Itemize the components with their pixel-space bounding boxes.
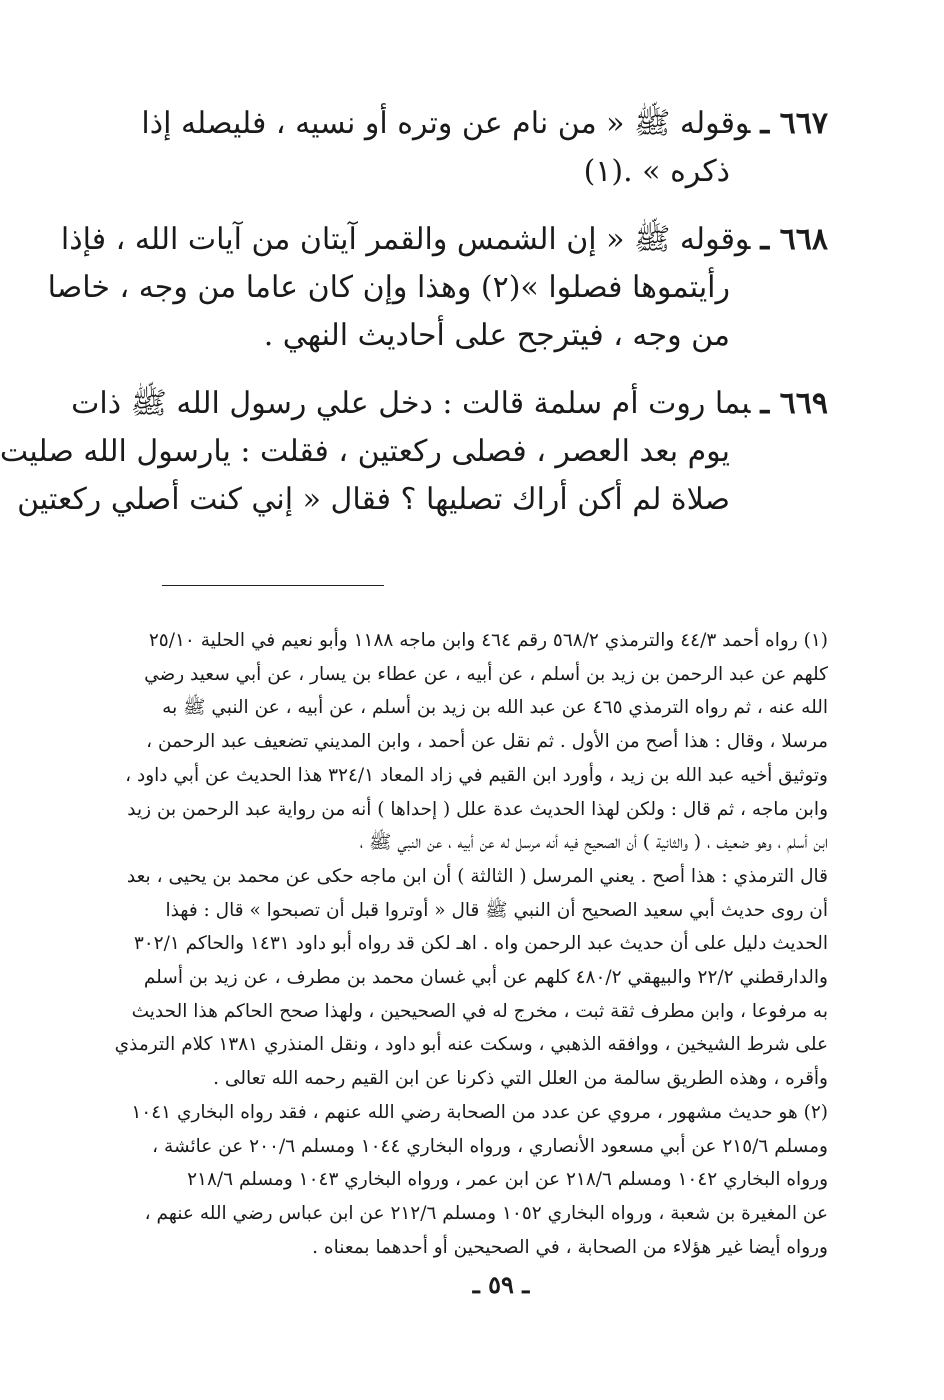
footnote-line: ورواه البخاري ١٠٤٢ ومسلم ٢١٨/٦ عن ابن عمر ، ورواه البخاري ١٠٤٣ ومسلم ٢١٨/٦: [187, 1169, 828, 1191]
footnote-line: الحديث دليل على أن حديث عبد الرحمن واه . اهـ لكن قد رواه أبو داود ١٤٣١ والحاكم ٣٠٢/١: [133, 933, 828, 955]
footnote-line: (٢) هو حديث مشهور ، مروي عن عدد من الصحابة رضي الله عنهم ، فقد رواه البخاري ١٠٤١: [131, 1101, 828, 1123]
paragraph-line: من وجه ، فيترجح على أحاديث النهي .: [263, 318, 730, 353]
paragraph-number: ٦٦٩ ـ: [760, 386, 828, 421]
paragraph-line: يوم بعد العصر ، فصلى ركعتين ، فقلت : يارسول الله صليت: [0, 434, 730, 469]
footnote-line: والدارقطني ٢٢/٢ والبيهقي ٤٨٠/٢ كلهم عن أبي غسان محمد بن مطرف ، عن زيد بن أسلم: [143, 967, 828, 989]
footnote-divider: [162, 585, 384, 586]
page-number: ـ ٥٩ ـ: [472, 1270, 530, 1299]
paragraph-line: ذكره » .(١): [583, 154, 730, 189]
footnote-line: الله عنه ، ثم رواه الترمذي ٤٦٥ عن عبد الله بن زيد بن أسلم ، عن أبيه ، عن النبي ﷺ به: [162, 697, 828, 719]
footnote-line: به مرفوعا ، وابن مطرف ثقة ثبت ، مخرج له في الصحيحين ، ولهذا صحح الحاكم هذا الحديث: [131, 1000, 828, 1022]
footnote-line: كلهم عن عبد الرحمن بن زيد بن أسلم ، عن أبيه ، عن عطاء بن يسار ، عن أبي سعيد رضي: [144, 663, 828, 685]
paragraph-number: ٦٦٨ ـ: [760, 222, 828, 257]
paragraph-line: [71, 380, 828, 428]
paragraph-text: وقوله ﷺ « إن الشمس والقمر آيتان من آيات الله ، فإذا: [60, 222, 751, 257]
footnote-line: (١) رواه أحمد ٤٤/٣ والترمذي ٥٦٨/٢ رقم ٤٦٤ وابن ماجه ١١٨٨ وأبو نعيم في الحلية ٢٥/١٠: [148, 630, 828, 651]
numbered-paragraph-667: [141, 100, 828, 196]
paragraph-line: رأيتموها فصلوا »(٢) وهذا وإن كان عاما من وجه ، خاصا: [47, 270, 730, 305]
footnote-line: ومسلم ٢١٥/٦ عن أبي مسعود الأنصاري ، ورواه البخاري ١٠٤٤ ومسلم ٢٠٠/٦ عن عائشة ،: [152, 1135, 828, 1157]
footnote-line: مرسلا ، وقال : هذا أصح من الأول . ثم نقل عن أحمد ، وابن المديني تضعيف عبد الرحمن ،: [146, 731, 828, 753]
paragraph-line: [60, 216, 828, 264]
footnote-line: عن المغيرة بن شعبة ، ورواه البخاري ١٠٥٢ ومسلم ٢١٢/٦ عن ابن عباس رضي الله عنهم ،: [144, 1202, 828, 1224]
footnote-line: وأقره ، وهذه الطريق سالمة من العلل التي ذكرنا عن ابن القيم رحمه الله تعالى .: [213, 1068, 828, 1090]
footnote-line: ورواه أيضا غير هؤلاء من الصحابة ، في الصحيحين أو أحدهما بمعناه .: [312, 1236, 828, 1258]
paragraph-text: بما روت أم سلمة قالت : دخل علي رسول الله ﷺ ذات: [71, 386, 751, 421]
footnote-line: على شرط الشيخين ، ووافقه الذهبي ، وسكت عنه أبو داود ، ونقل المنذري ١٣٨١ كلام الترمذي: [114, 1034, 828, 1056]
paragraph-line: صلاة لم أكن أراك تصليها ؟ فقال « إني كنت أصلي ركعتين: [17, 482, 730, 517]
footnote-line: ابن أسلم ، وهو ضعيف ، ( والثانية ) أن الصحيح فيه أنه مرسل له عن أبيه ، عن النبي ﷺ ،: [359, 832, 828, 854]
paragraph-text: وقوله ﷺ « من نام عن وتره أو نسيه ، فليصله إذا: [141, 106, 751, 141]
footnote-line: وتوثيق أخيه عبد الله بن زيد ، وأورد ابن القيم في زاد المعاد ٣٢٤/١ هذا الحديث عن أبي داود ،: [125, 764, 828, 786]
footnote-line: قال الترمذي : هذا أصح . يعني المرسل ( الثالثة ) أن ابن ماجه حكى عن محمد بن يحيى ، بعد: [126, 865, 828, 887]
footnotes: [114, 624, 828, 1264]
paragraph-line: [141, 100, 828, 148]
footnote-line: وابن ماجه ، ثم قال : ولكن لهذا الحديث عدة علل ( إحداها ) أنه من رواية عبد الرحمن بن زيد: [127, 798, 828, 820]
paragraph-number: ٦٦٧ ـ: [760, 106, 828, 141]
main-text: [0, 100, 828, 544]
numbered-paragraph-668: [47, 216, 828, 360]
footnote-line: أن روى حديث أبي سعيد الصحيح أن النبي ﷺ قال « أوتروا قبل أن تصبحوا » قال : فهذا: [165, 899, 828, 921]
numbered-paragraph-669: [0, 380, 828, 524]
main-text-body: [0, 100, 828, 524]
